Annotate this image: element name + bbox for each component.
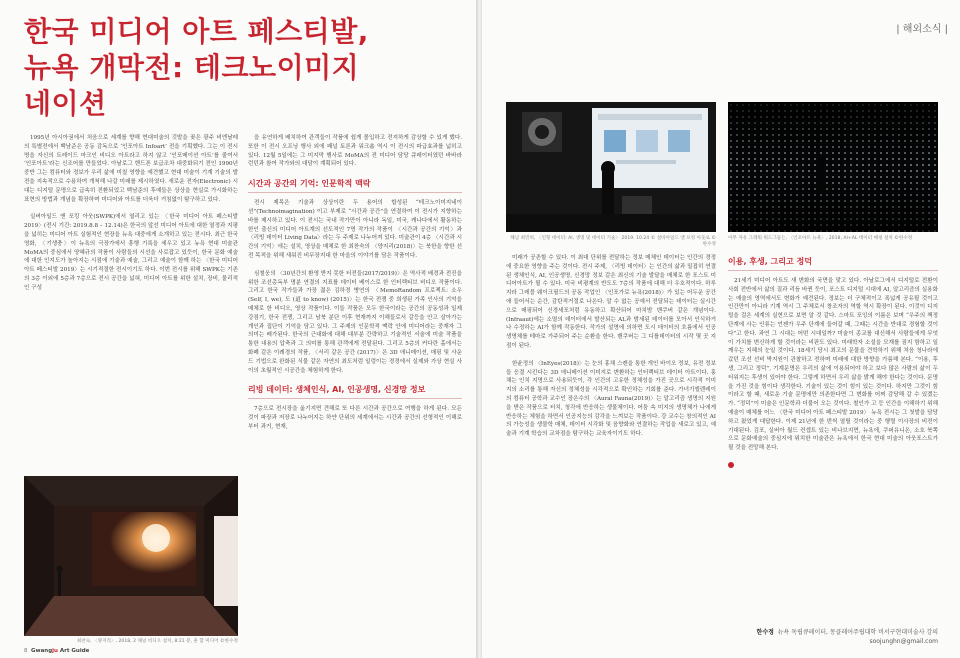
author-description: 뉴욕 독립큐레이터, 몽클레어주립대학 비서구현대미술사 강의 <box>777 629 938 636</box>
photo-caption: 해남 최민희, 〈인형 데이터: AI, 생명 및 데이터 기술〉 2019. 10.24 © 설바아일드 앤 포킹 아웃로 ©한수정 <box>510 236 716 247</box>
subhead-living-data: 리빙 데이터: 생체인식, AI, 인공생명, 신경망 정보 <box>248 384 462 399</box>
end-mark-icon <box>728 462 734 468</box>
author-info <box>718 628 938 646</box>
left-column-1 <box>24 134 238 293</box>
photo-illustration <box>728 102 938 232</box>
author-email: soojunghn@gmail.com <box>869 638 938 645</box>
page-footer-left <box>24 648 89 654</box>
photo-illustration <box>506 102 716 232</box>
installation-photo-yangjiri <box>24 476 238 636</box>
photo-caption: 최찬숙, 〈양지리〉, 2018, 2 채널 비디오 설치, 8:21 분, 훈 합 미디어 ©한수정 <box>76 639 238 644</box>
magazine-brand: Gwangju Art Guide <box>31 648 90 654</box>
talk-photo <box>506 102 716 232</box>
paragraph: 7층으로 전시장을 옮기지면 견해로 또 다른 시간과 공간으로 여행을 하게 된다. 모든 것이 파장과 저장로 나누어지는 하얀 단위의 세계에서는 시간과 공간의 선형적인 이해로부터 과거, 현재, <box>248 406 462 430</box>
paragraph: 21세기 미디어 아트도 새 변화의 국면을 맞고 있다. 아날로그에서 디지털로 전환이 사회 전반에서 삶의 질과 리듬 바뀐 듯이, 포스트 디지털 시대에 AI, 알고리즘의 실용화는 예술의 영역에서도 변화가 예견된다. 정보는 더 구체적이고 폭넓게 공유될 것이고 인간만이 아니라 기계 역시 그 주체로서 창조자의 역할 역시 확장이 된다. 이것이 디지털을 걸은 세계의 실현으로 보면 알 것 같다. 스마트 포잉의 이름은 보며 “우주의 책정 단계에 사는 인류는 언젠가 우주 단계에 들어갈 때, 그때는 시간을 반대로 경험할 것이다”고 한다. 과연 그 시대는 어떤 시대일까? 미술이 종교를 대신해서 사람들에게 무엇이 가치를 변신하게 할 것이라는 비판도 있다. 미래학자 소설을 모재를 짐지 함하고 일깨우는 지혜의 눈일 것이다. 18세기 당시 최고의 문물을 견학하기 위해 처음 청나라에 갔던 조선 선비 박지원이 관찰하고 전하며 미래에 대한 방향을 가름해 본다. “이용, 후생, 그리고 정덕”, 기계문명은 우리의 삶에 이용되어야 하고 보다 많은 사람의 삶이 두터워지는 후생이 있어야 한다. 그렇게 하면서 우리 삶을 밝게 해야 한다는 것이다. 문명을 가진 것을 힘이다 생각한다. 기술이 있는 것이 힘이 있는 것이다. 하지만 그것이 힘이라고 할 때, 새로운 기술 문명에만 의존한다면 그 변화를 어찌 감당해 갈 수 있겠는가. “정덕”이 미술은 인문학과 더불어 오는 것이다. 철인가 고 등 인간을 이해하기 위해 예술이 매체를 어느 〈한국 미디어 아트 페스티발 2019〉 뉴욕 전시는 그 첫발을 담당하고 왔었게 대답한다. 이제 21년에 한 번씩 열릴 것이라는 중 행렬 이사장의 비전이 기대된다. 김포, 실버아 월드 컨셉트 있는 비나브지면, 뉴욕에, 쿠퍼유니온, 소호 북쪽으로 문화예술의 중심지에 위치한 미술관은 뉴욕에서 한국 현대 미술의 아웃포스트가 될 것을 전망해 본다. <box>728 278 938 452</box>
subhead-memory: 시간과 공간의 기억: 인문학적 맥락 <box>248 178 462 193</box>
photo-illustration <box>24 476 238 636</box>
right-page <box>482 0 960 658</box>
paragraph: 미래가 공존할 수 있다. 이 최대 단위를 전달하는 정보 매체인 데이터는 인간의 경정에 중요한 영향을 주는 것이다. 전시 주제, 〈리빙 데이터〉는 인간의 삶과 밀접히 연결된 생체인식, AI, 인공생명, 신경망 정보 같은 최신의 기술 발달을 매체로 한 포스트 미디어아트가 될 수 있다. 미국 비평계의 반도도 7층의 작품에 대해 더 우호적이다. 하루 지라 그레믈 웨이크필드의 공동 작업인 〈인포가로 뉴욕(2018)〉가 있는 어두운 공간에 들어서는 순간, 감탄적거절로 나온다. 알 수 없는 공예서 전달되는 데이터는 실시간으로 매핑되어 신경세포처럼 유동하고 확산되어 마치밤 밴쿠버 같은 개념이다. (Infraaut)에는 소멸의 데이터에서 발산되는 AL과 밤새된 데이터를 모아서 인식하거나 수정하는 AI가 함께 작동한다. 작가의 설명에 의하면 도시 데이터의 흐름에서 인공 생명체를 테마로 가주되어 주는 순환을 한다. 밴쿠버는 그 디를데이터의 시작 몇 곳 지점이 된다. <box>506 255 716 349</box>
paragraph: 1995년 아시아권에서 처음으로 세계를 향해 현대미술의 깃발을 꽂은 광주 비엔날레의 특별전에서 백남준은 공동 감독으로 ‘인포아트 Infoart’ 전을 기획했다. 그는 이 전시 명을 자신의 트레이드 마크인 비디오 아트라고 하지 않고 ‘인포메이션 아트’를 줄여서 ‘인포아트’라는 신조어를 만들었다. 아날로그 핸드폰 보급조차 대중화되기 전인 1990년 중반 그는 컴퓨터와 정보가 우리 삶에 미칠 영향을 예견했고 현대 미술이 기계 기술의 발전을 지속적으로 수용하여 개척해 나갈 미래를 제시하였다. 새로운 전자(Electronic) 시대는 디지털 문명으로 급속히 전환되었고 백남준의 후예들은 상상을 현실로 가시화하는 표현의 방법과 개념을 확장하며 미디어와 아트를 더욱더 거침없이 탐구하고 있다. <box>24 135 238 203</box>
paragraph: 을 유연하게 배치하여 관객들이 작품에 쉽게 몰입하고 전지하게 감상할 수 있게 했다. 또한 이 전시 오프닝 행사 외에 패널 토론과 워크숍 역시 이 전시의 파급효과를 넓히고 있다. 12월 5일에는 그 미지막 행사로 MoMA의 전 미디어 담당 큐레이터였던 바바라 런던과 참여 작가와의 대담이 계획되어 있다. <box>248 135 462 168</box>
paragraph: 한윤정의 〈InEyes(2018)〉는 눈의 홍채 스캔을 통한 개인 바이오 정보, 유전 정보들 응결 시킨다는 3D 애니메이션 이미지로 변환하는 인터렉티브 데이터 아트이다. 홍채는 인치 지명으로 사용되듯이, 각 인간의 고유한 정체성을 가진 곳으로 시각적 이미지의 소리를 통해 자신의 정체성을 시각적으로 확인하는 기회를 준다. 가녀기엘렌레이의 컴퓨터 공학과 교수인 장은수의 〈Aural Fauna(2019)〉는 알고리즘 생명의 지원을 받은 작품으로 터치, 청각에 반응하는 생물체이다. 어둠 속 미지의 생명체가 나에게 반응하는 체험을 하면서 인공지능의 감각을 느껴보는 작품이다. 강 교수는 창의적인 AI의 가능성을 생물학 매체, 데이터 시각화 및 음향화와 연결하는 작업을 새로고 있고, 예술과 기계 학습의 교차점을 탐구하는 교육자이기도 하다. <box>506 360 716 438</box>
right-column-1 <box>506 254 716 624</box>
author-name: 한수정 <box>756 629 774 636</box>
left-page <box>0 0 478 658</box>
right-column-2 <box>728 254 938 622</box>
section-tag: | 해외소식 | <box>896 24 948 35</box>
paragraph: 실버아일드 앤 포킹 아웃(SWPK)에서 열리고 있는 〈한국 미디어 아트 페스티발 2019〉(전시 기간: 2019.8.8 – 12.14)은 한국의 앞선 미디어 아트에 대한 열정과 지평을 넓히는 미디어 아트 실험적인 현장을 뉴욕 대중에게 소개하고 있는 전시다. 최근 한국 영화, 〈기생충〉이 뉴욕의 극장가에서 흥행 기록을 세우고 있고 뉴욕 현대 미술관 MoMA의 중심에서 양혜규의 작품이 사람들의 시선을 사로잡고 있듯이, 한국 문화 예술에 대한 인지도가 높아지는 시점에 기술과 예술, 그리고 예술이 함께 하는 〈한국 미디어 아트 페스티발 2019〉는 시기적절한 전시이기도 하다. 이번 전시를 위해 SWPK는 기존의 3층 이외에 5층과 7층으로 전시 공간을 넓혀, 미디어 아트를 위한 설치, 장비, 물리적인 구성 <box>24 214 238 291</box>
paragraph: 심철웅의 〈30년간의 환영 받지 못한 터전들(2017/2019)〉은 역사적 배경과 전진을 위한 조선총독부 명분 연결의 지표를 데이터 베이스로 한 인터렉티브 비디오 작품이다. 그리고 한국 작가들과 가장 젊은 김하경 병연의 〈MemoRandom 프로젝트: 소우 (Self, I, we), 도 (道 to know) (2015)〉는 한국 전쟁 중 희생된 가족 인사의 기억을 매체로 한 비디오, 영상 작품이다. 이들 작품은 모두 한국이라는 공간의 공동성과 일제 강점기, 한국 전쟁, 그리고 남북 분단 이후 현재까지 이해들로서 갈등을 안고 살아가는 개인과 집단이 기억을 담고 있다. 그 주제의 인문학적 맥락 안에 미디어라는 중재자 그 의미는 배가된다. 한국의 근대화에 대해 대부분 간략하고 기술적인 서술에 미술 작품을 통한 내용의 압축과 그 의미를 통해 관객에게 전달된다. 그리고 5층의 커다란 홀에서는 화폐 같은 이례경의 작품, 〈서리 같은 공간 (2017)〉은 3D 애니메이션, 매핑 및 사운드 기법으로 완화된 식물 같은 자연의 최도처럼 일렁이는 경경에서 실제와 가상 현실 사이의 초월적인 시공간을 체험하게 한다. <box>248 270 462 374</box>
title-line-2: 뉴욕 개막전: 테크노이미지네이션 <box>24 51 360 120</box>
subhead-conclusion: 이용, 후생, 그리고 정덕 <box>728 256 938 271</box>
paragraph: 전시 제목은 기술과 상상이란 두 용어의 합성된 “테크노이미지네이션”(Technoimagination) 이고 부제로 “시간과 공간”을 연결하여 이 전시가 지향하는 바를 제시하고 있다. 이 전시는 국내 작가만이 아니라 독일, 미국, 캐나다에서 활동하는 한인 출신의 미디어 아트계의 선도적인 7명 작가의 작품이 〈시간과 공간의 기억〉과 〈리빙 데이터 Living Data〉라는 두 주제로 나누어져 있다. 미술관이 4층 〈시간과 시간의 기억〉에는 설치, 영상을 매체로 한 최찬숙의 〈양지리(2018)〉는 북한을 향한 선전 목적을 위해 새워진 비무장지대 한 마을의 이야기를 담은 작품이다. <box>248 200 462 259</box>
left-column-2 <box>248 134 462 634</box>
article-title <box>24 14 384 122</box>
page-number: 8 <box>24 648 28 654</box>
title-line-1: 한국 미디어 아트 페스티발, <box>24 15 369 48</box>
photo-caption: 아무 자유 그레워 워드그들는, 〈인포아트 뉴욕〉, 2018, AI+AL 데이터 매핑 설치 ©한수정 <box>728 236 913 241</box>
data-mapping-photo <box>728 102 938 232</box>
